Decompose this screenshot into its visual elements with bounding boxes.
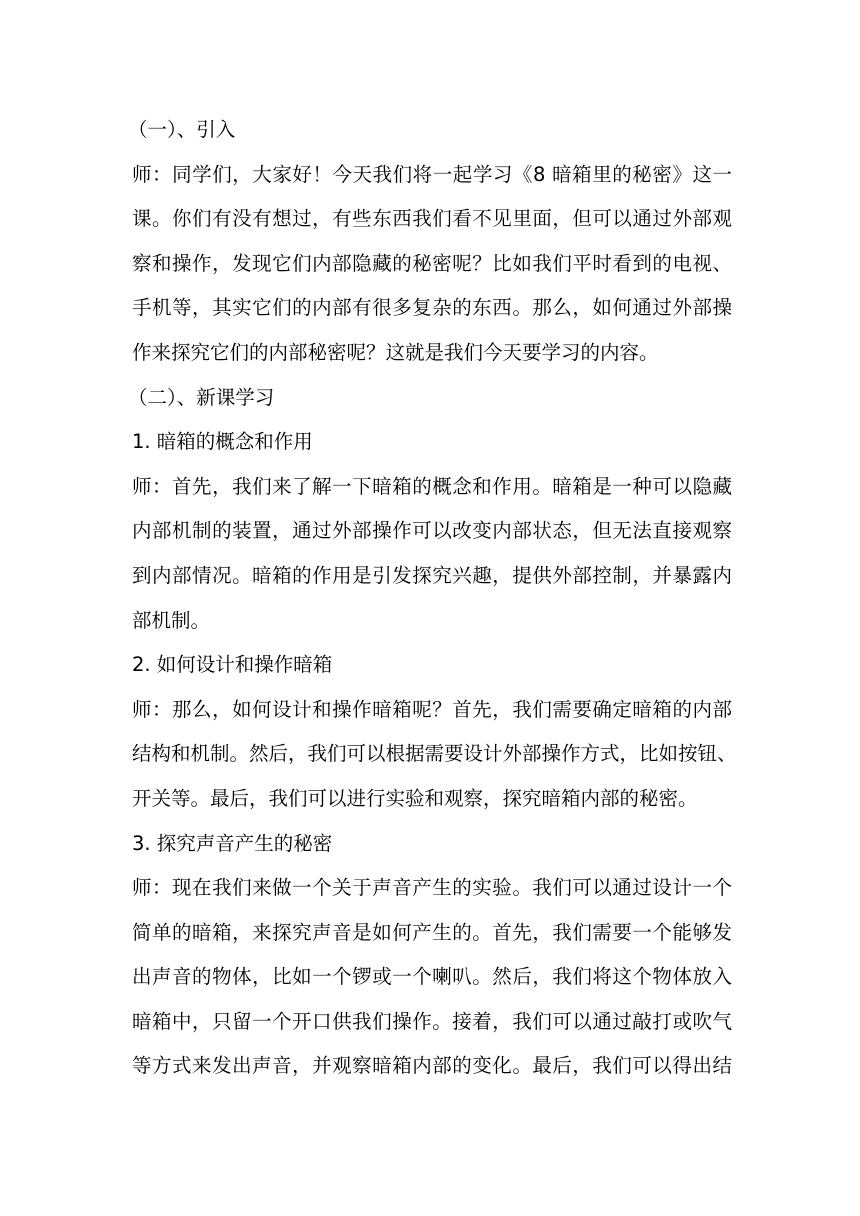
paragraph-line: 开关等。最后，我们可以进行实验和观察，探究暗箱内部的秘密。 — [132, 786, 698, 810]
document-body — [128, 108, 737, 1089]
paragraph-line: 手机等，其实它们的内部有很多复杂的东西。那么，如何通过外部操 — [132, 296, 732, 320]
paragraph-line: 出声音的物体，比如一个锣或一个喇叭。然后，我们将这个物体放入 — [132, 965, 732, 989]
paragraph-line: 等方式来发出声音，并观察暗箱内部的变化。最后，我们可以得出结 — [132, 1054, 732, 1078]
paragraph-line: 作来探究它们的内部秘密呢？这就是我们今天要学习的内容。 — [132, 340, 659, 364]
subheading-3: 3. 探究声音产生的秘密 — [132, 831, 333, 855]
section-heading-new-lesson: （二）、新课学习 — [128, 385, 275, 409]
paragraph-line: 到内部情况。暗箱的作用是引发探究兴趣，提供外部控制，并暴露内 — [132, 563, 732, 587]
paragraph-line: 师：首先，我们来了解一下暗箱的概念和作用。暗箱是一种可以隐藏 — [132, 474, 732, 498]
subheading-1: 1. 暗箱的概念和作用 — [132, 430, 313, 454]
paragraph-line: 师：同学们，大家好！今天我们将一起学习《8 暗箱里的秘密》这一 — [132, 162, 732, 186]
subheading-2: 2. 如何设计和操作暗箱 — [132, 653, 333, 677]
paragraph-line: 暗箱中，只留一个开口供我们操作。接着，我们可以通过敲打或吹气 — [132, 1009, 732, 1033]
paragraph-line: 师：现在我们来做一个关于声音产生的实验。我们可以通过设计一个 — [132, 876, 732, 900]
paragraph-line: 内部机制的装置，通过外部操作可以改变内部状态，但无法直接观察 — [132, 519, 732, 543]
section-heading-intro: （一）、引入 — [128, 118, 236, 141]
paragraph-line: 课。你们有没有想过，有些东西我们看不见里面，但可以通过外部观 — [132, 207, 732, 231]
paragraph-line: 察和操作，发现它们内部隐藏的秘密呢？比如我们平时看到的电视、 — [132, 251, 732, 275]
paragraph-line: 部机制。 — [132, 608, 211, 632]
paragraph-line: 结构和机制。然后，我们可以根据需要设计外部操作方式，比如按钮、 — [132, 742, 737, 766]
paragraph-line: 简单的暗箱，来探究声音是如何产生的。首先，我们需要一个能够发 — [132, 920, 732, 944]
paragraph-line: 师：那么，如何设计和操作暗箱呢？首先，我们需要确定暗箱的内部 — [132, 697, 732, 721]
